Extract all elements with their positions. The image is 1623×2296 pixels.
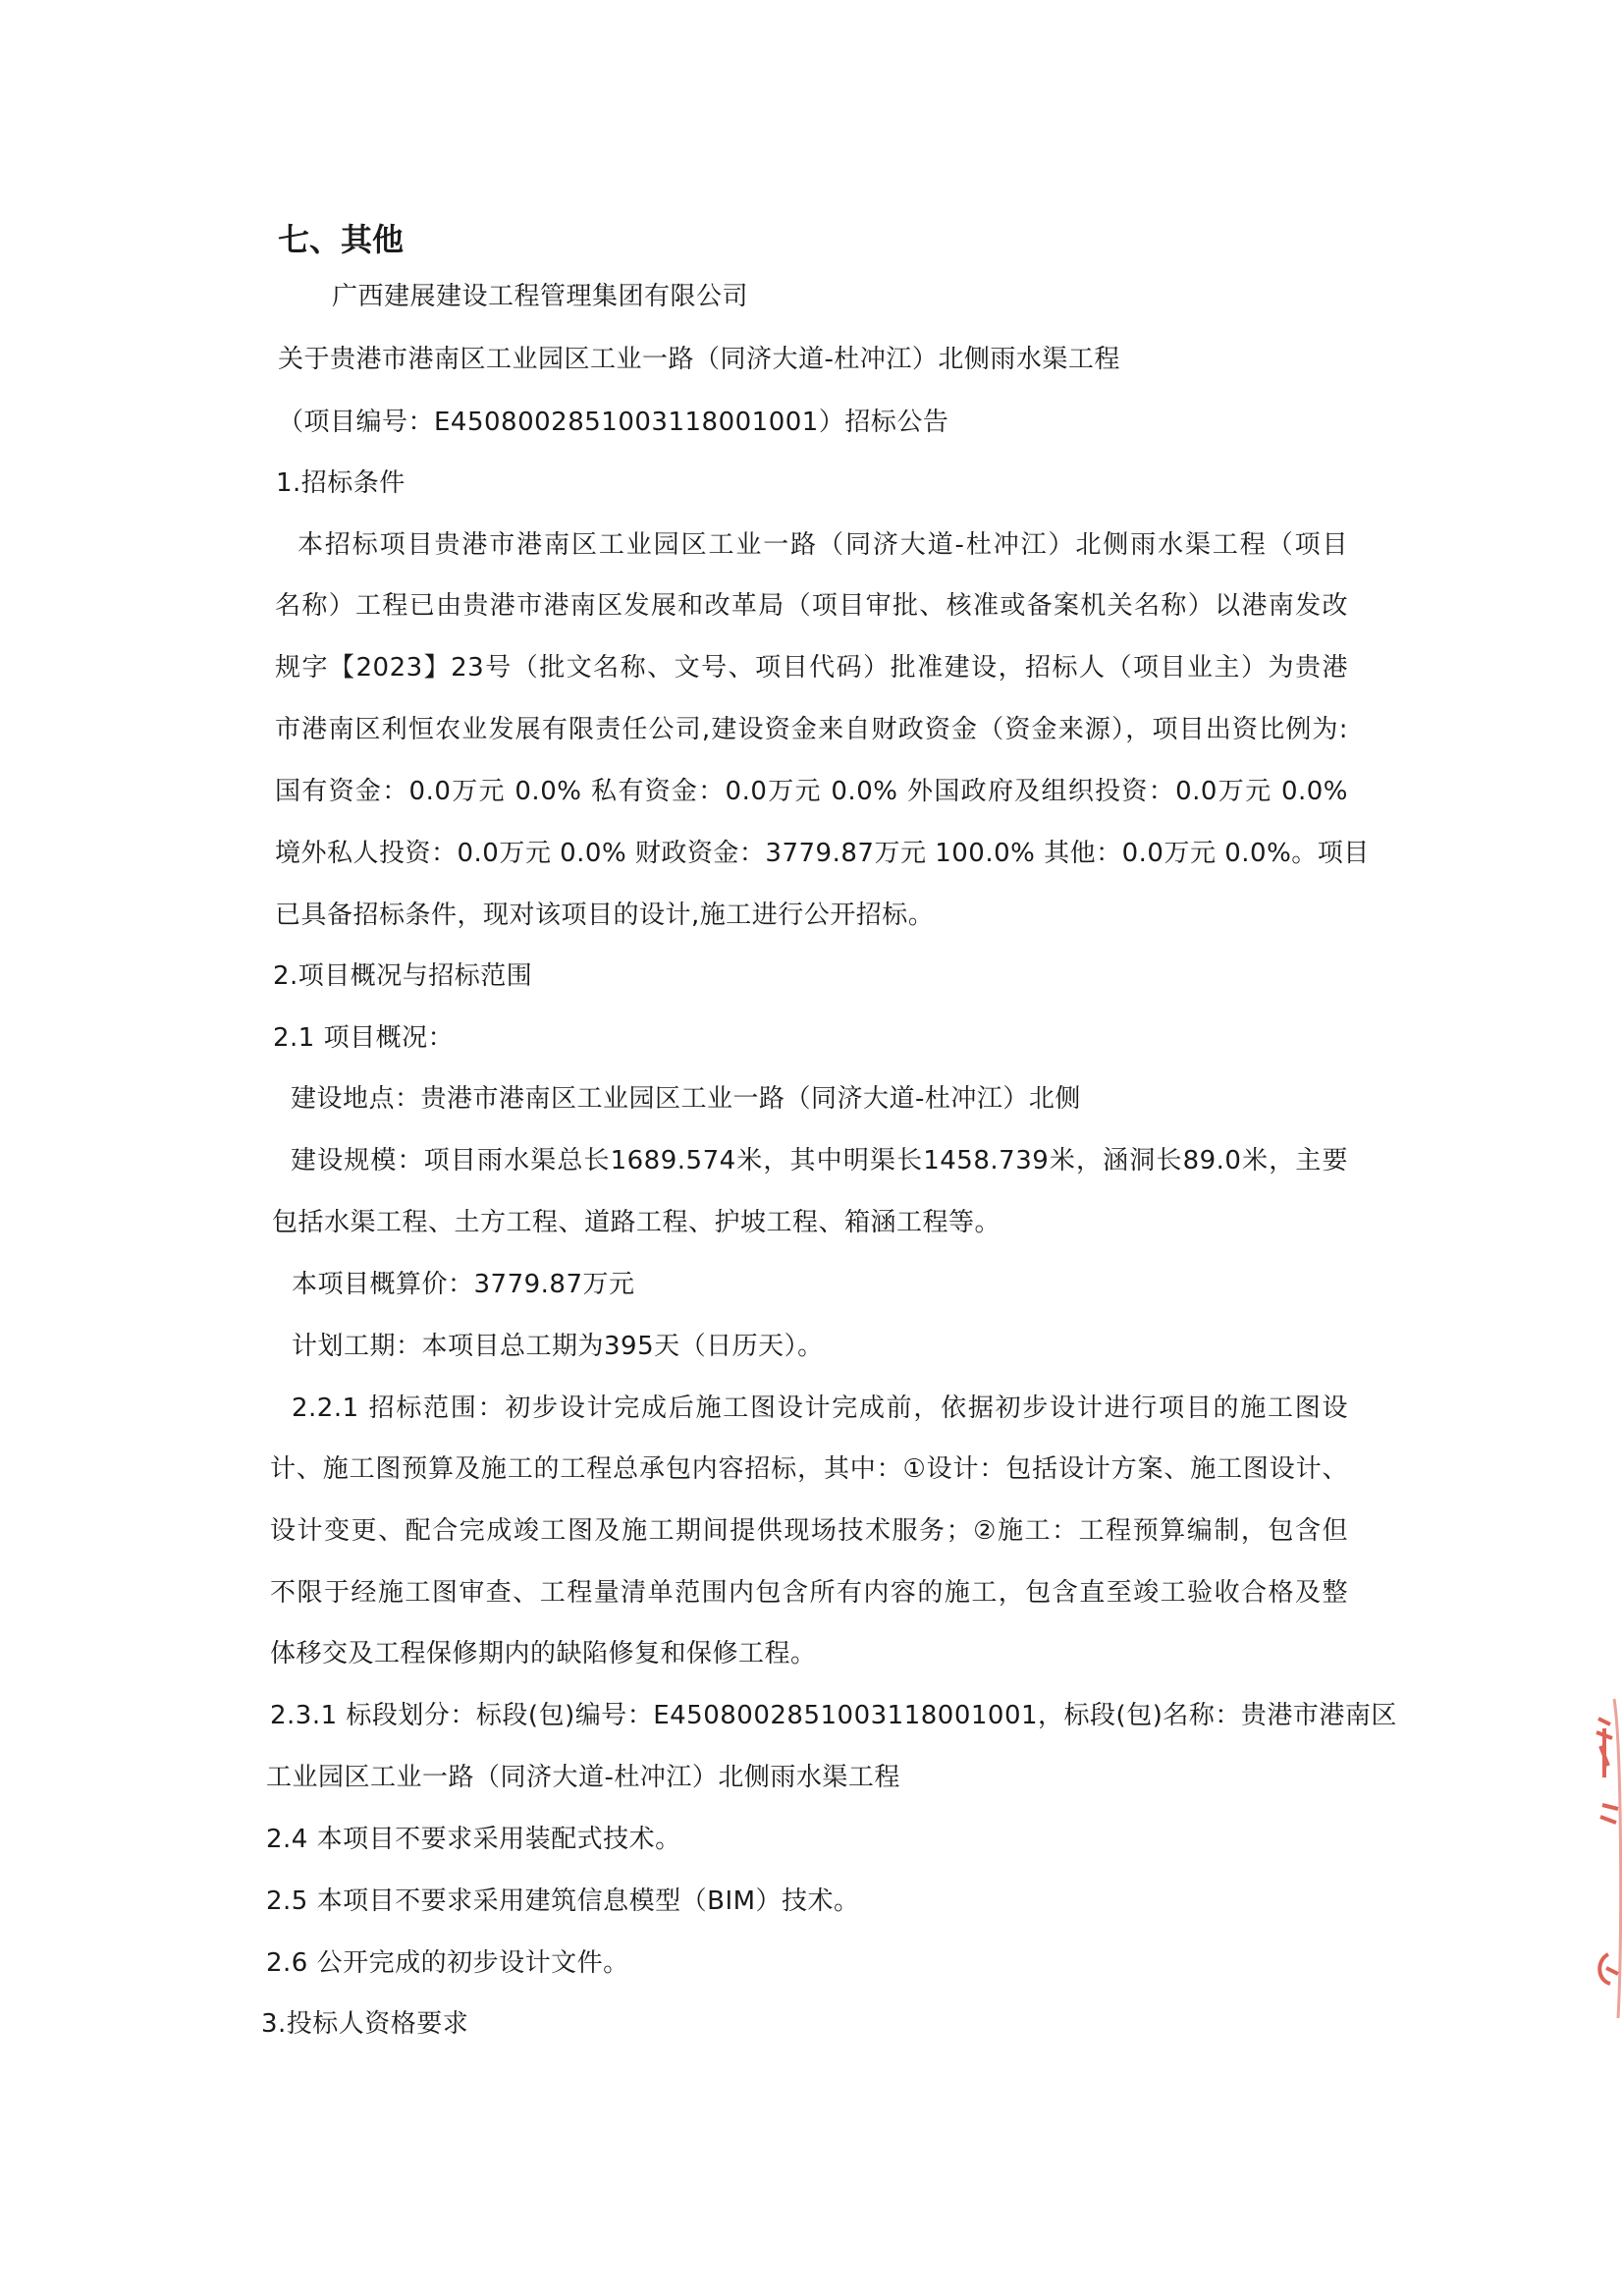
paragraph-line: 体移交及工程保修期内的缺陷修复和保修工程。 [270, 1639, 817, 1668]
paragraph-line: 计划工期：本项目总工期为395天（日历天）。 [292, 1332, 824, 1361]
paragraph-line: 本招标项目贵港市港南区工业园区工业一路（同济大道-杜冲江）北侧雨水渠工程（项目 [298, 530, 1348, 560]
paragraph-line: 计、施工图预算及施工的工程总承包内容招标，其中：①设计：包括设计方案、施工图设计、 [270, 1454, 1348, 1484]
notice-title-line-1: 关于贵港市港南区工业园区工业一路（同济大道-杜冲江）北侧雨水渠工程 [278, 345, 1120, 374]
item-2-4: 2.4 本项目不要求采用装配式技术。 [266, 1825, 681, 1854]
paragraph-line: 建设规模：项目雨水渠总长1689.574米，其中明渠长1458.739米，涵洞长89.0米，主要 [291, 1146, 1348, 1175]
paragraph-line: 国有资金：0.0万元 0.0% 私有资金：0.0万元 0.0% 外国政府及组织投资：0.0万元 0.0% [275, 777, 1348, 806]
paragraph-line: 2.2.1 招标范围：初步设计完成后施工图设计完成前，依据初步设计进行项目的施工图设 [292, 1394, 1348, 1423]
section-heading: 七、其他 [278, 221, 405, 258]
item-2-6: 2.6 公开完成的初步设计文件。 [266, 1948, 629, 1978]
paragraph-line: 2.3.1 标段划分：标段(包)编号：E4508002851003118001001，标段(包)名称：贵港市港南区 [270, 1701, 1397, 1730]
issuer-line: 广西建展建设工程管理集团有限公司 [332, 282, 749, 311]
seal-stamp-icon [1579, 1689, 1622, 2023]
section-1-heading: 1.招标条件 [276, 468, 406, 498]
paragraph-line: 不限于经施工图审查、工程量清单范围内包含所有内容的施工，包含直至竣工验收合格及整 [270, 1578, 1348, 1608]
paragraph-line: 规字【2023】23号（批文名称、文号、项目代码）批准建设，招标人（项目业主）为贵港 [275, 653, 1348, 683]
notice-title-line-2: （项目编号：E4508002851003118001001）招标公告 [278, 408, 949, 437]
paragraph-line: 包括水渠工程、土方工程、道路工程、护坡工程、箱涵工程等。 [272, 1208, 1001, 1237]
subsection-2-1-heading: 2.1 项目概况： [273, 1023, 455, 1053]
paragraph-line: 本项目概算价：3779.87万元 [292, 1270, 635, 1299]
section-3-heading: 3.投标人资格要求 [261, 2009, 469, 2039]
paragraph-line: 名称）工程已由贵港市港南区发展和改革局（项目审批、核准或备案机关名称）以港南发改 [275, 591, 1348, 621]
paragraph-line: 设计变更、配合完成竣工图及施工期间提供现场技术服务；②施工：工程预算编制，包含但 [270, 1516, 1348, 1546]
paragraph-line: 市港南区利恒农业发展有限责任公司,建设资金来自财政资金（资金来源），项目出资比例为: [275, 715, 1348, 744]
section-2-heading: 2.项目概况与招标范围 [273, 961, 533, 991]
paragraph-line: 工业园区工业一路（同济大道-杜冲江）北侧雨水渠工程 [266, 1763, 900, 1792]
paragraph-line: 已具备招标条件，现对该项目的设计,施工进行公开招标。 [275, 901, 935, 930]
seal-stamp-fragment [1579, 1689, 1622, 2023]
paragraph-line: 建设地点：贵港市港南区工业园区工业一路（同济大道-杜冲江）北侧 [291, 1084, 1081, 1114]
paragraph-line: 境外私人投资：0.0万元 0.0% 财政资金：3779.87万元 100.0% 其他：0.0万元 0.0%。项目 [275, 839, 1370, 868]
item-2-5: 2.5 本项目不要求采用建筑信息模型（BIM）技术。 [266, 1886, 860, 1916]
